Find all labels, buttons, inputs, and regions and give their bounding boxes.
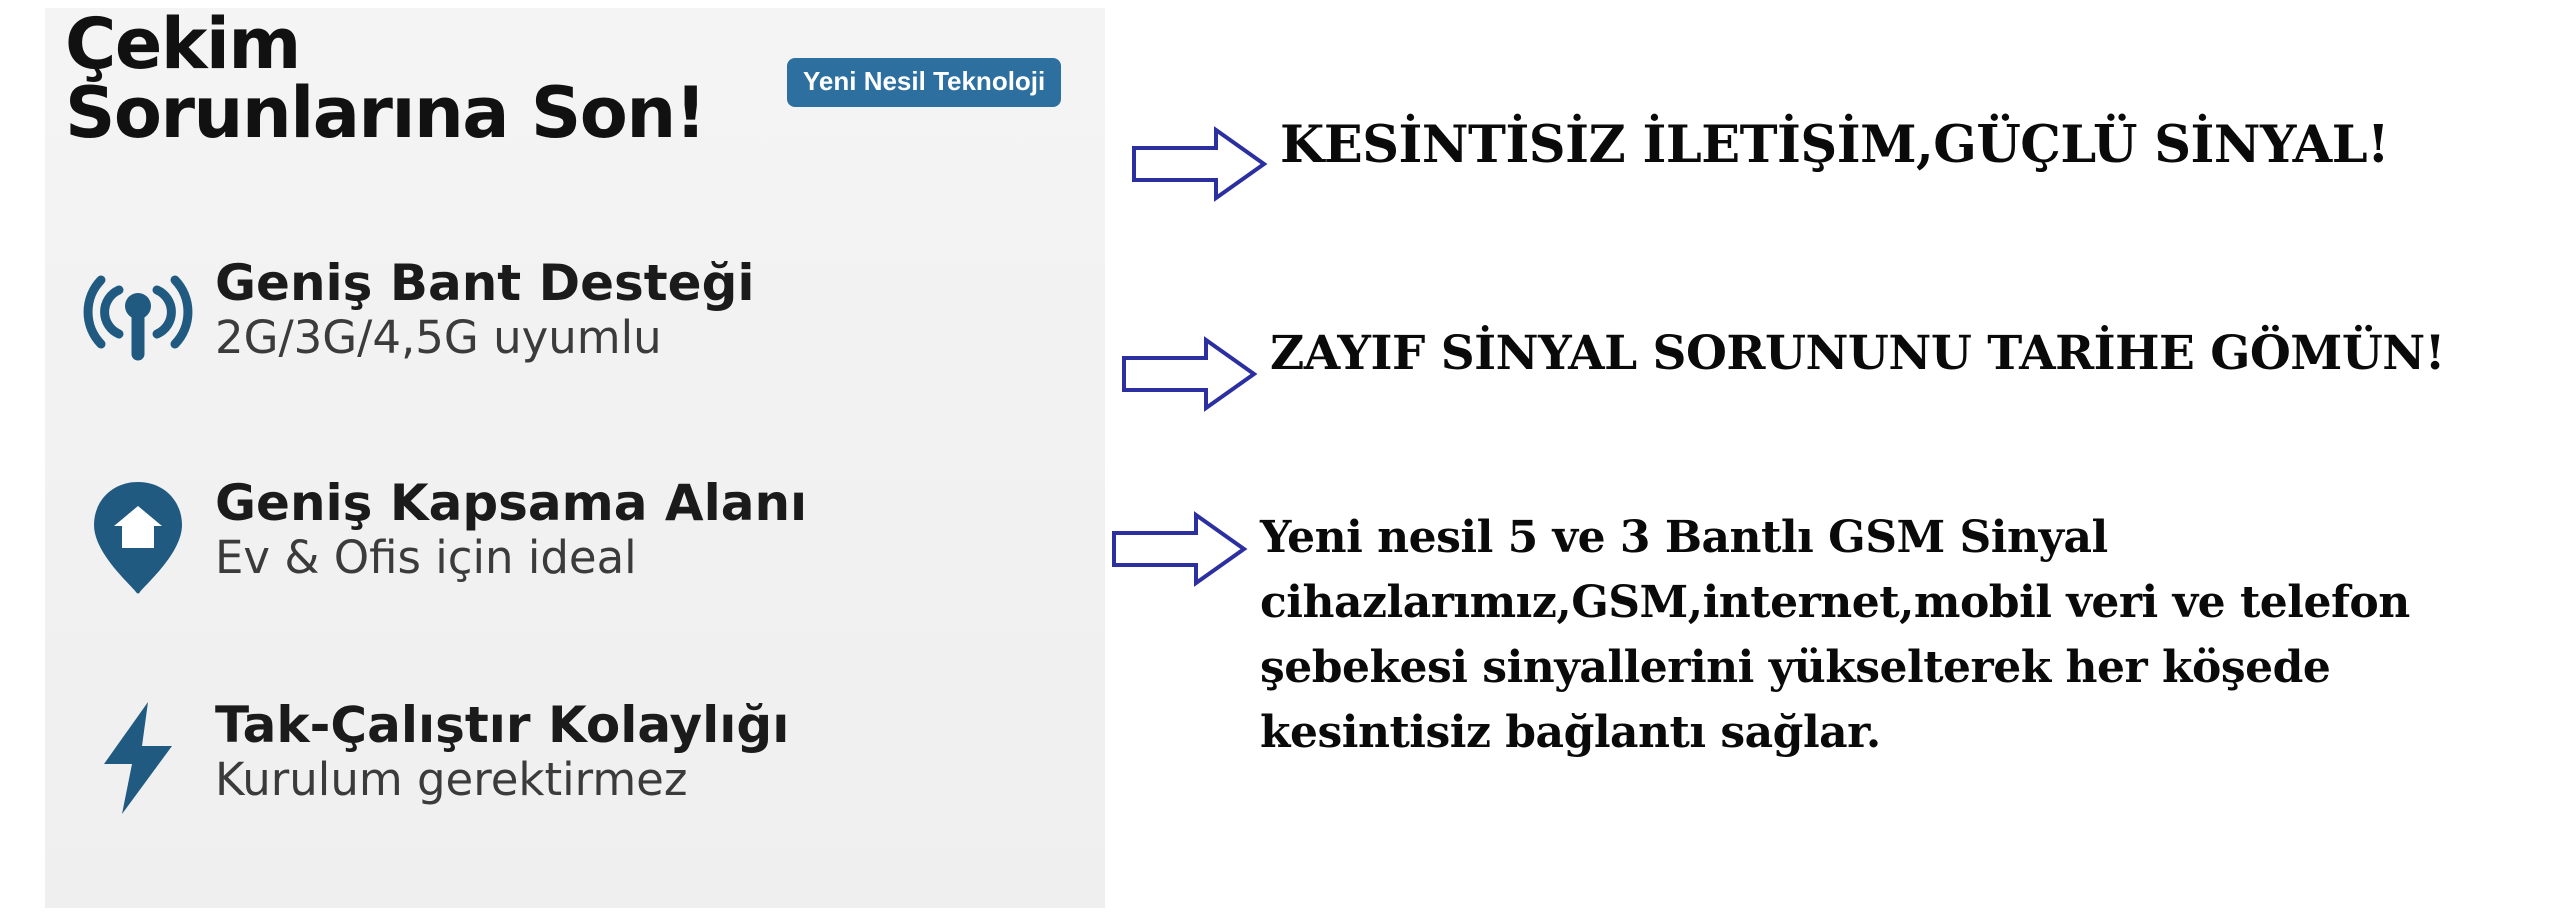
feature-title: Tak-Çalıştır Kolaylığı (215, 696, 790, 754)
location-pin-home-icon (70, 478, 205, 598)
feature-subtitle: Kurulum gerektirmez (215, 753, 688, 806)
benefit-text: ZAYIF SİNYAL SORUNUNU TARİHE GÖMÜN! (1270, 326, 2445, 381)
feature-subtitle: 2G/3G/4,5G uyumlu (215, 311, 662, 364)
right-arrow-icon (1130, 120, 1280, 207)
feature-text-block (205, 254, 1050, 364)
list-item (70, 474, 1050, 598)
status-badge: Yeni Nesil Teknoloji (787, 58, 1061, 107)
feature-text-block (205, 474, 1050, 584)
feature-subtitle: Ev & Ofis için ideal (215, 531, 637, 584)
list-item (1110, 505, 2550, 765)
right-arrow-icon (1110, 505, 1260, 592)
left-feature-panel (0, 0, 1110, 918)
feature-title: Geniş Kapsama Alanı (215, 474, 808, 532)
benefit-text: KESİNTİSİZ İLETİŞİM,GÜÇLÜ SİNYAL! (1280, 115, 2389, 175)
page-title: Çekim Sorunlarına Son! (65, 3, 706, 155)
benefit-text: Yeni nesil 5 ve 3 Bantlı GSM Sinyal cihazlarımız,GSM,internet,mobil veri ve telefon şebekesi sinyallerini yükselterek her köşede kesintisiz bağlantı sağlar. (1260, 512, 2410, 759)
list-item (70, 696, 1050, 816)
feature-title: Geniş Bant Desteği (215, 254, 755, 312)
feature-text-block (205, 696, 1050, 806)
lightning-bolt-icon (70, 700, 205, 816)
right-arrow-icon (1120, 330, 1270, 417)
broadcast-signal-icon (70, 258, 205, 366)
list-item (1120, 326, 2540, 417)
right-benefits-panel (1110, 0, 2560, 918)
list-item (1130, 115, 2530, 207)
list-item (70, 254, 1050, 366)
